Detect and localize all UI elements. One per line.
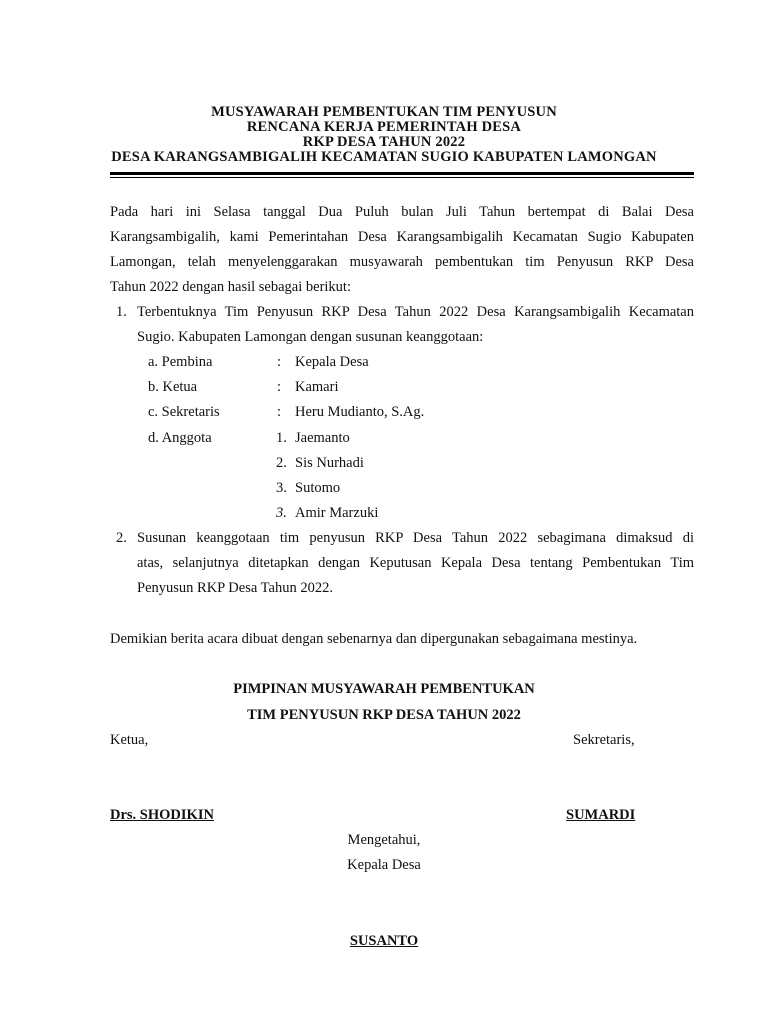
item-2-number: 2. [116,530,127,546]
role-label-sekretaris: c. Sekretaris [148,404,220,420]
village-head-role-label: Kepala Desa [347,857,421,873]
role-value-sekretaris: Heru Mudianto, S.Ag. [295,404,425,420]
item-1-line-2: Sugio. Kabupaten Lamongan dengan susunan keanggotaan: [137,329,484,345]
doc-title-line-3: RKP DESA TAHUN 2022 [302,134,466,150]
doc-title-line-4: DESA KARANGSAMBIGALIH KECAMATAN SUGIO KABUPATEN LAMONGAN [111,149,657,165]
role-separator: : [277,354,282,370]
member-name: Sis Nurhadi [295,455,364,471]
item-1-number: 1. [116,304,127,320]
member-number: 3. [276,505,287,521]
role-value-pembina: Kepala Desa [295,354,369,370]
item-2-line-2: atas, selanjutnya ditetapkan dengan Keputusan Kepala Desa tentang Pembentukan Tim [137,555,694,571]
doc-title-line-2: RENCANA KERJA PEMERINTAH DESA [246,119,522,135]
item-1-line-1: Terbentuknya Tim Penyusun RKP Desa Tahun 2022 Desa Karangsambigalih Kecamatan [137,304,694,320]
village-head-name [0,929,768,954]
village-head-name-text: SUSANTO [349,933,419,949]
secretary-role-label: Sekretaris, [573,732,635,748]
role-value-ketua: Kamari [295,379,339,395]
member-name: Jaemanto [295,430,350,446]
intro-line-1: Pada hari ini Selasa tanggal Dua Puluh bulan Juli Tahun bertempat di Balai Desa [110,204,694,220]
intro-line-3: Lamongan, telah menyelenggarakan musyawarah pembentukan tim Penyusun RKP Desa [110,254,694,270]
signature-title-2: TIM PENYUSUN RKP DESA TAHUN 2022 [247,707,521,723]
header-rule-thick [110,172,694,175]
secretary-name: SUMARDI [566,807,636,823]
item-2-line-3: Penyusun RKP Desa Tahun 2022. [137,580,333,596]
closing-statement: Demikian berita acara dibuat dengan sebenarnya dan dipergunakan sebagaimana mestinya. [110,631,638,647]
header-rule-thin [110,177,694,178]
doc-title-line-1: MUSYAWARAH PEMBENTUKAN TIM PENYUSUN [211,104,557,120]
role-label-anggota: d. Anggota [148,430,212,446]
member-number: 1. [276,430,287,446]
member-name: Sutomo [295,480,341,496]
member-number: 3. [276,480,287,496]
intro-line-4: Tahun 2022 dengan hasil sebagai berikut: [110,279,351,295]
role-label-pembina: a. Pembina [148,354,213,370]
member-name: Amir Marzuki [295,505,379,521]
acknowledged-label: Mengetahui, [347,832,421,848]
chair-name: Drs. SHODIKIN [110,807,214,823]
item-2-line-1: Susunan keanggotaan tim penyusun RKP Desa Tahun 2022 sebagimana dimaksud di [137,530,694,546]
role-separator: : [277,404,282,420]
chair-role-label: Ketua, [110,732,149,748]
signature-title-1: PIMPINAN MUSYAWARAH PEMBENTUKAN [233,681,535,697]
intro-line-2: Karangsambigalih, kami Pemerintahan Desa Karangsambigalih Kecamatan Sugio Kabupaten [110,229,694,245]
role-label-ketua: b. Ketua [148,379,198,395]
role-separator: : [277,379,282,395]
member-number: 2. [276,455,287,471]
